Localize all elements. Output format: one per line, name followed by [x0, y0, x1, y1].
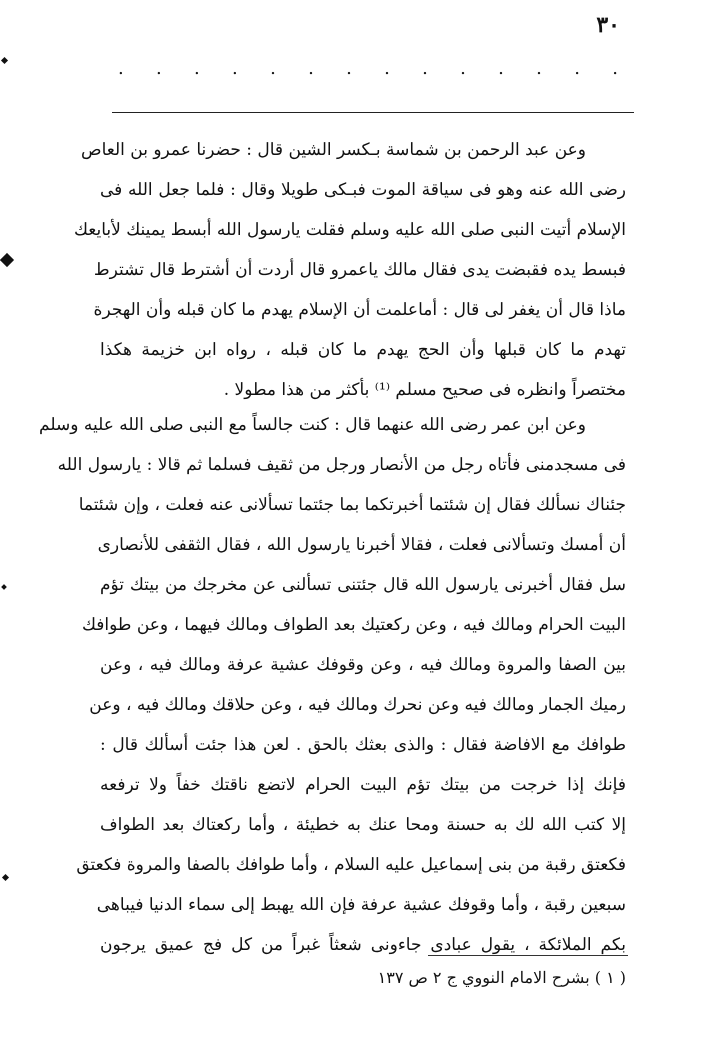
dot: .	[346, 58, 352, 79]
dot: .	[612, 58, 618, 79]
text-line: فإنك إذا خرجت من بيتك تؤم البيت الحرام لاتضع ناقتك خفاً ولا ترفعه	[100, 775, 626, 795]
text-line: رضى الله عنه وهو فى سياقة الموت فبـكى طويلا وقال : فلما جعل الله فى	[100, 180, 626, 200]
dot: .	[156, 58, 162, 79]
text-line: سل فقال أخبرنى يارسول الله قال جئتنى تسألنى عن مخرجك من بيتك تؤم	[100, 575, 626, 595]
dot: .	[460, 58, 466, 79]
margin-mark	[1, 57, 8, 64]
header-rule	[112, 112, 634, 113]
margin-mark	[0, 253, 14, 267]
text-line: سبعين رقبة ، وأما وقوفك عشية عرفة فإن الله يهبط إلى سماء الدنيا فيباهى	[96, 895, 626, 915]
text-line: وعن ابن عمر رضى الله عنهما قال : كنت جالساً مع النبى صلى الله عليه وسلم	[39, 415, 586, 435]
dot: .	[384, 58, 390, 79]
text-line: طوافك مع الافاضة فقال : والذى بعثك بالحق . لعن هذا جئت أسألك قال :	[100, 735, 626, 755]
text-line: بين الصفا والمروة ومالك فيه ، وعن وقوفك عشية عرفة ومالك فيه ، وعن	[100, 655, 626, 675]
page-number: ٣٠	[596, 12, 620, 38]
footnote: ( ١ ) بشرح الامام النووي ج ٢ ص ١٣٧	[377, 968, 626, 987]
dot: .	[422, 58, 428, 79]
paragraph-2	[39, 405, 626, 965]
dot: .	[270, 58, 276, 79]
text-line: جئناك نسألك فقال إن شئتما أخبرتكما بما جئتما تسألانى عنه فعلت ، وإن شئتما	[78, 495, 626, 515]
text-line: الإسلام أتيت النبى صلى الله عليه وسلم فقلت يارسول الله أبسط يمينك لأبايعك	[73, 220, 626, 240]
text-line: تهدم ما كان قبلها وأن الحج يهدم ما كان قبله ، رواه ابن خزيمة هكذا	[100, 340, 626, 360]
text-line: فى مسجدمنى فأتاه رجل من الأنصار ورجل من ثقيف فسلما ثم قالا : يارسول الله	[57, 455, 626, 475]
text-line: ماذا قال أن يغفر لى قال : أماعلمت أن الإسلام يهدم ما كان قبله وأن الهجرة	[93, 300, 626, 320]
text-line: رميك الجمار ومالك فيه وعن نحرك ومالك فيه ، وعن حلاقك ومالك فيه ، وعن	[89, 695, 626, 715]
text-line: فكعتق رقبة من بنى إسماعيل عليه السلام ، وأما طوافك بالصفا والمروة فكعتق	[76, 855, 626, 875]
dot: .	[536, 58, 542, 79]
dot: .	[574, 58, 580, 79]
margin-mark	[2, 874, 9, 881]
dot: .	[194, 58, 200, 79]
paragraph-1	[73, 130, 626, 410]
text-line: فبسط يده فقبضت يدى فقال مالك ياعمرو قال أردت أن أشترط قال تشترط	[93, 260, 626, 280]
dot: .	[232, 58, 238, 79]
text-line: وعن عبد الرحمن بن شماسة بـكسر الشين قال : حضرنا عمرو بن العاص	[81, 140, 586, 160]
text-line: إلا كتب الله لك به حسنة ومحا عنك به خطيئة ، وأما ركعتاك بعد الطواف	[100, 815, 626, 835]
text-line: بكم الملائكة ، يقول عبادى جاءونى شعثاً غبراً من كل فج عميق يرجون	[100, 935, 626, 955]
dot: .	[118, 58, 124, 79]
margin-mark	[1, 584, 7, 590]
dot: .	[308, 58, 314, 79]
header-dots	[118, 58, 618, 79]
text-line: البيت الحرام ومالك فيه ، وعن ركعتيك بعد الطواف ومالك فيهما ، وعن طوافك	[81, 615, 626, 635]
text-line: مختصراً وانظره فى صحيح مسلم ⁽¹⁾ بأكثر من هذا مطولا .	[223, 380, 626, 400]
text-line: أن أمسك وتسألانى فعلت ، فقالا أخبرنا يارسول الله ، فقال الثقفى للأنصارى	[97, 535, 626, 555]
footnote-rule	[428, 955, 628, 956]
dot: .	[498, 58, 504, 79]
